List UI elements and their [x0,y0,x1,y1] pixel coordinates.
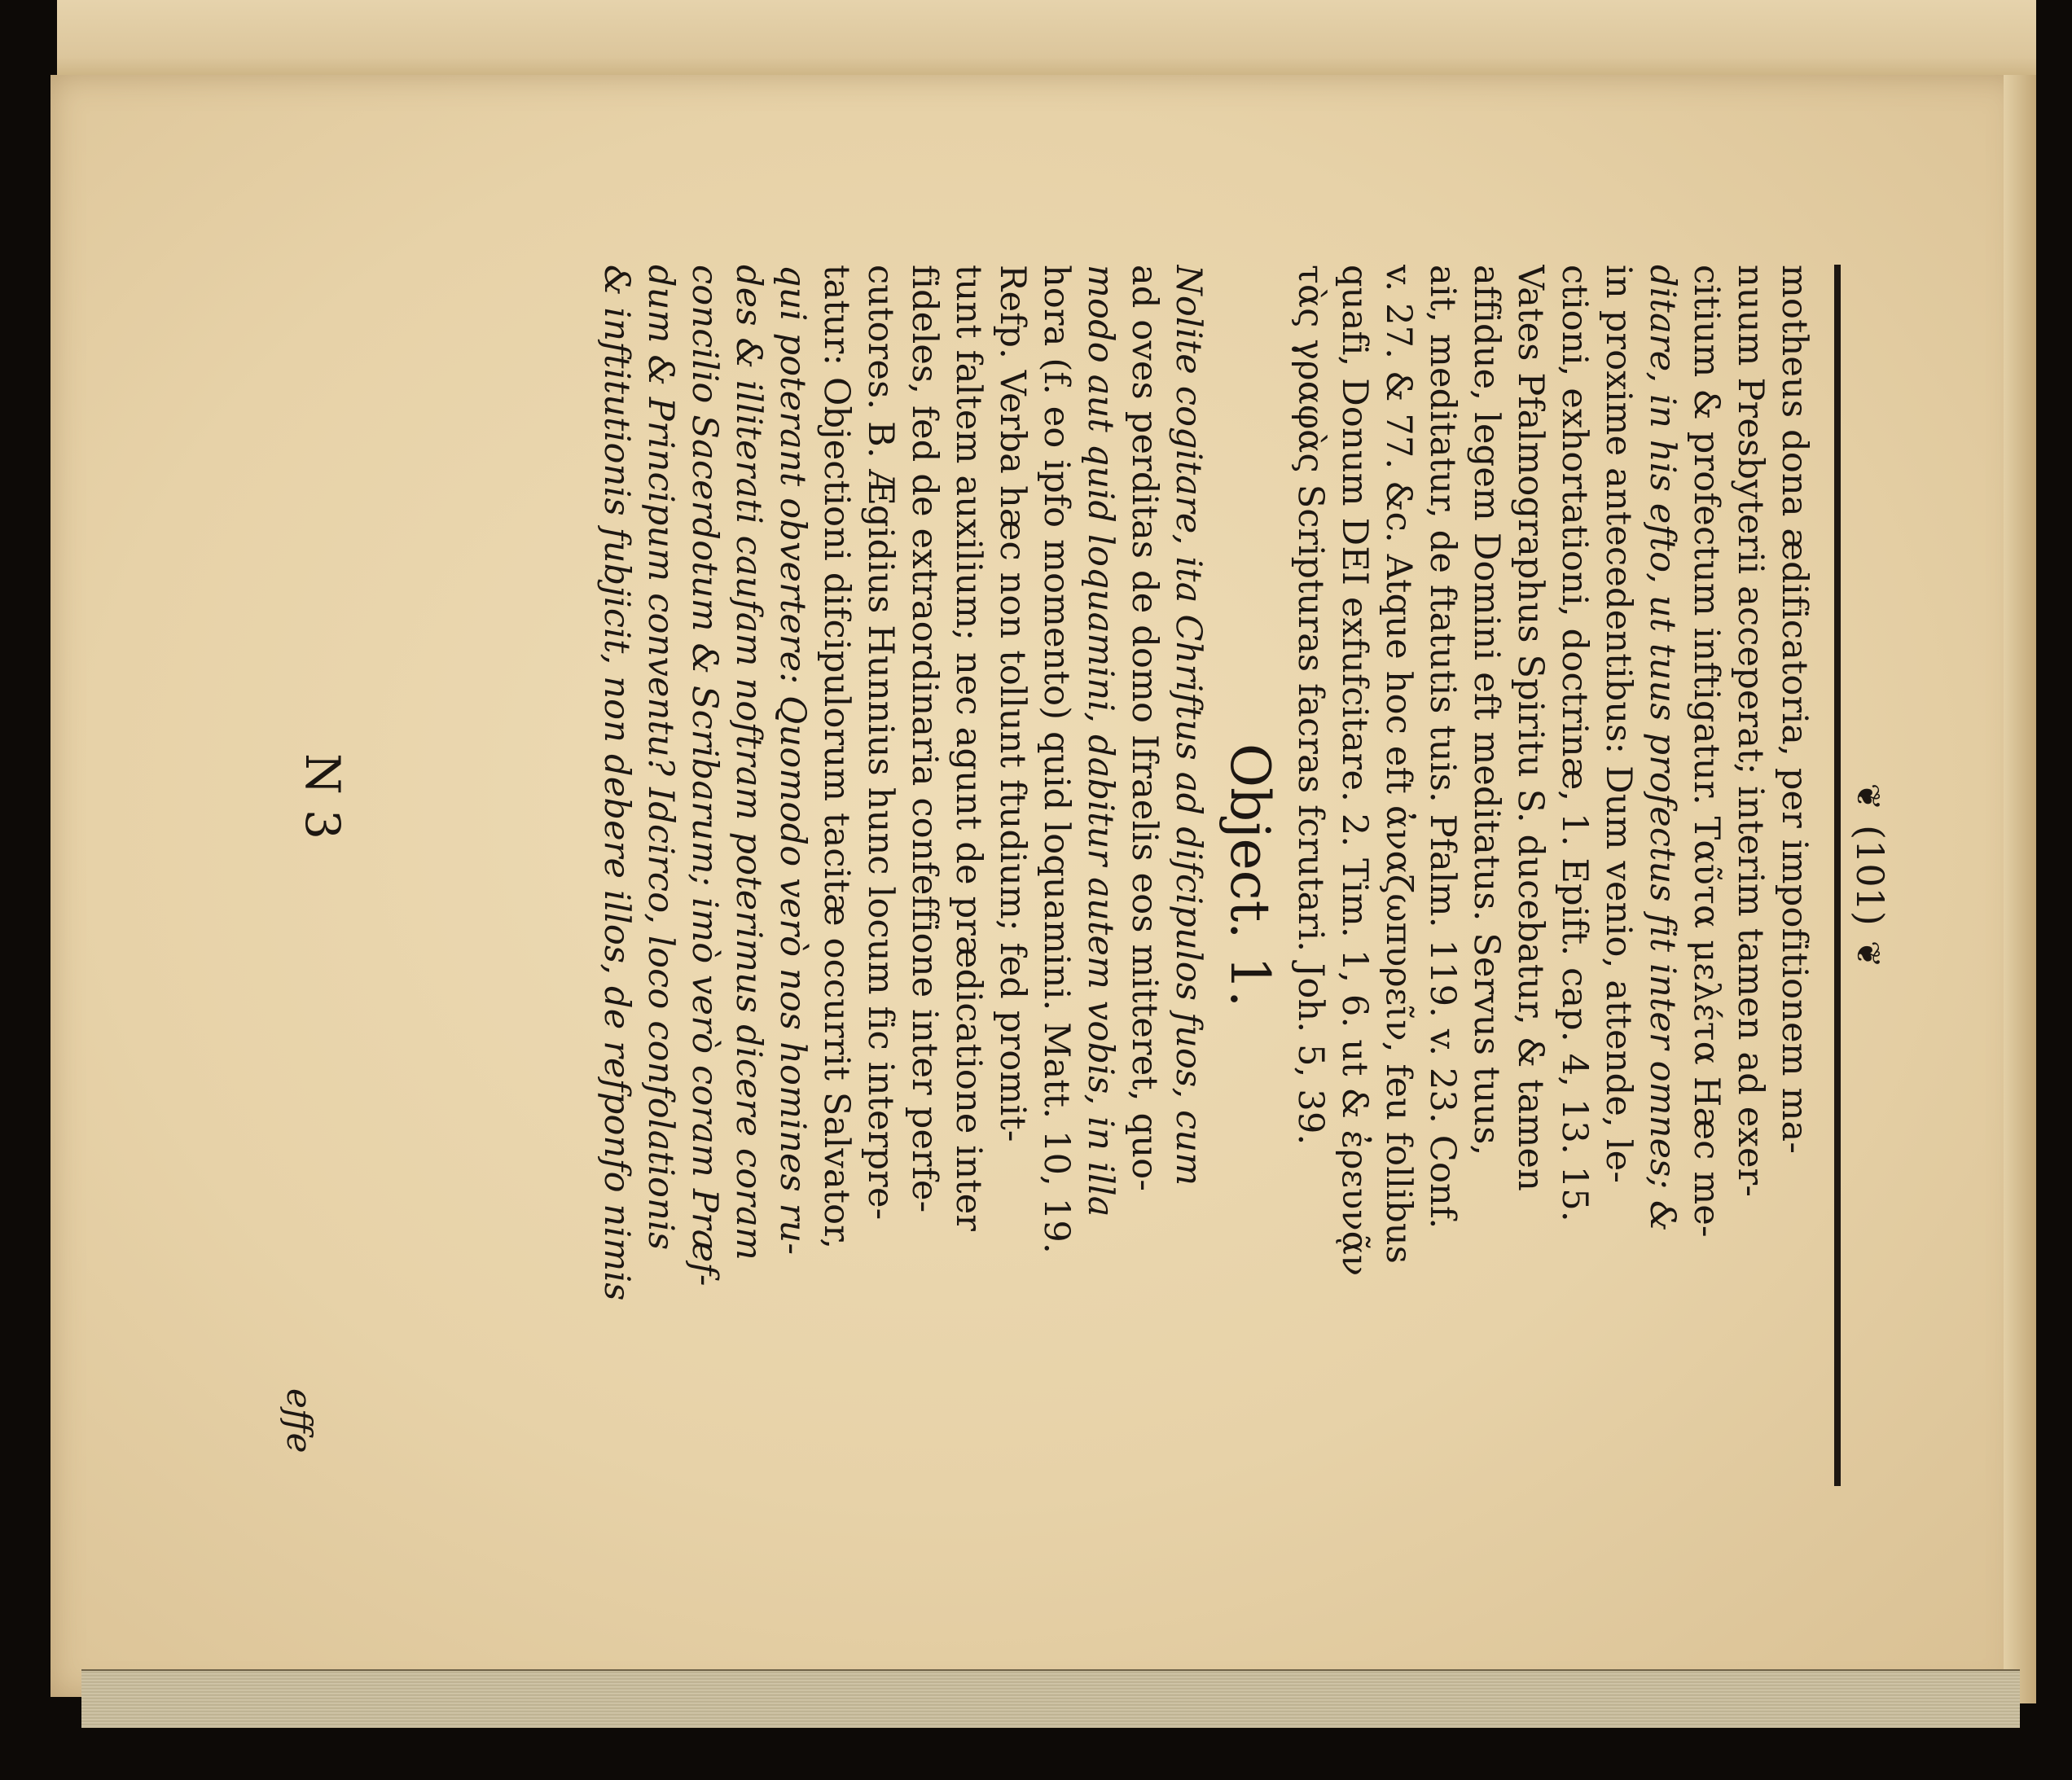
text-line: qui poterant obvertere: Quomodo verò nos homines ru- [772,265,813,1256]
text-line: & inftitutionis fubjicit, non debere illos, de refponfo nimis [596,265,637,1301]
text-line: quafi, Donum DEI exfufcitare. 2. Tim. 1, 6. ut & ἐρευνᾷν [1334,265,1375,1277]
ornament-left-icon: ❦ [1849,783,1886,811]
text-line: Nolite cogitare, ita Chriftus ad difcipulos fuos, cum [1168,265,1209,1186]
text-line: cutores. B. Ægidius Hunnius hunc locum fic interpre- [860,265,901,1221]
page-number: (101) [1848,825,1892,926]
text-line: ctioni, exhortationi, doctrinæ, 1. Epift. cap. 4, 13. 15. [1554,265,1595,1222]
text-line: τὰς γραφὰς Scripturas facras fcrutari. Joh. 5, 39. [1290,265,1331,1146]
text-line: dum & Principum conventu? Idcirco, loco confolationis [640,265,681,1251]
book-spine [2004,75,2036,1703]
text-line: citium & profectum inftigatur. Ταῦτα μελέτα Hæc me- [1686,265,1727,1238]
header-rule [1834,265,1841,1486]
page-text-block [252,265,1892,1486]
text-line: ad oves perditas de domo Ifraelis eos mitteret, quo- [1124,265,1165,1192]
text-line: affidue, legem Domini eft meditatus. Servus tuus, [1466,265,1507,1156]
text-line: modo aut quid loquamini, dabitur autem vobis, in illa [1080,265,1121,1217]
catchword: effe [279,1388,319,1453]
text-line: fideles, fed de extraordinaria confeffione inter perfe- [904,265,945,1213]
running-head [1847,265,1893,1486]
text-line: in proxime antecedentibus: Dum venio, attende, le- [1598,265,1639,1184]
section-heading: Object. 1. [1218,743,1281,1008]
text-line: nuum Presbyterii acceperat; interim tamen ad exer- [1730,265,1771,1198]
text-line: hora (f. eo ipfo momento) quid loquamini. Matt. 10, 19. [1036,265,1077,1254]
text-line: Vates Pfalmographus Spiritu S. ducebatur, & tamen [1510,265,1551,1192]
text-line: ditare, in his efto, ut tuus profectus fit inter omnes; & [1642,265,1683,1232]
body-text [595,265,1816,1486]
signature-mark: N 3 [295,753,350,840]
ornament-right-icon: ❦ [1849,940,1886,968]
text-line: v. 27. & 77. &c. Atque hoc eft ἀναζωπυρεῖν, feu follibus [1378,265,1419,1264]
text-line: tatur: Objectioni difcipulorum tacitæ occurrit Salvator, [816,265,857,1250]
text-line: Refp. Verba hæc non tollunt ftudium; fed promit- [992,265,1033,1142]
text-line: tunt faltem auxilium; nec agunt de prædicatione inter [948,265,989,1232]
previous-page-edge [57,0,2036,83]
text-line: ait, meditatur, de ftatutis tuis. Pfalm. 119. v. 23. Conf. [1422,265,1463,1230]
text-line: concilio Sacerdotum & Scribarum; imò verò coram Præf- [684,265,725,1287]
text-line: motheus dona ædificatoria, per impofitionem ma- [1774,265,1815,1155]
page-stack-edges [81,1669,2020,1728]
text-line: des & illiterati caufam noftram poterimus dicere coram [728,265,769,1260]
